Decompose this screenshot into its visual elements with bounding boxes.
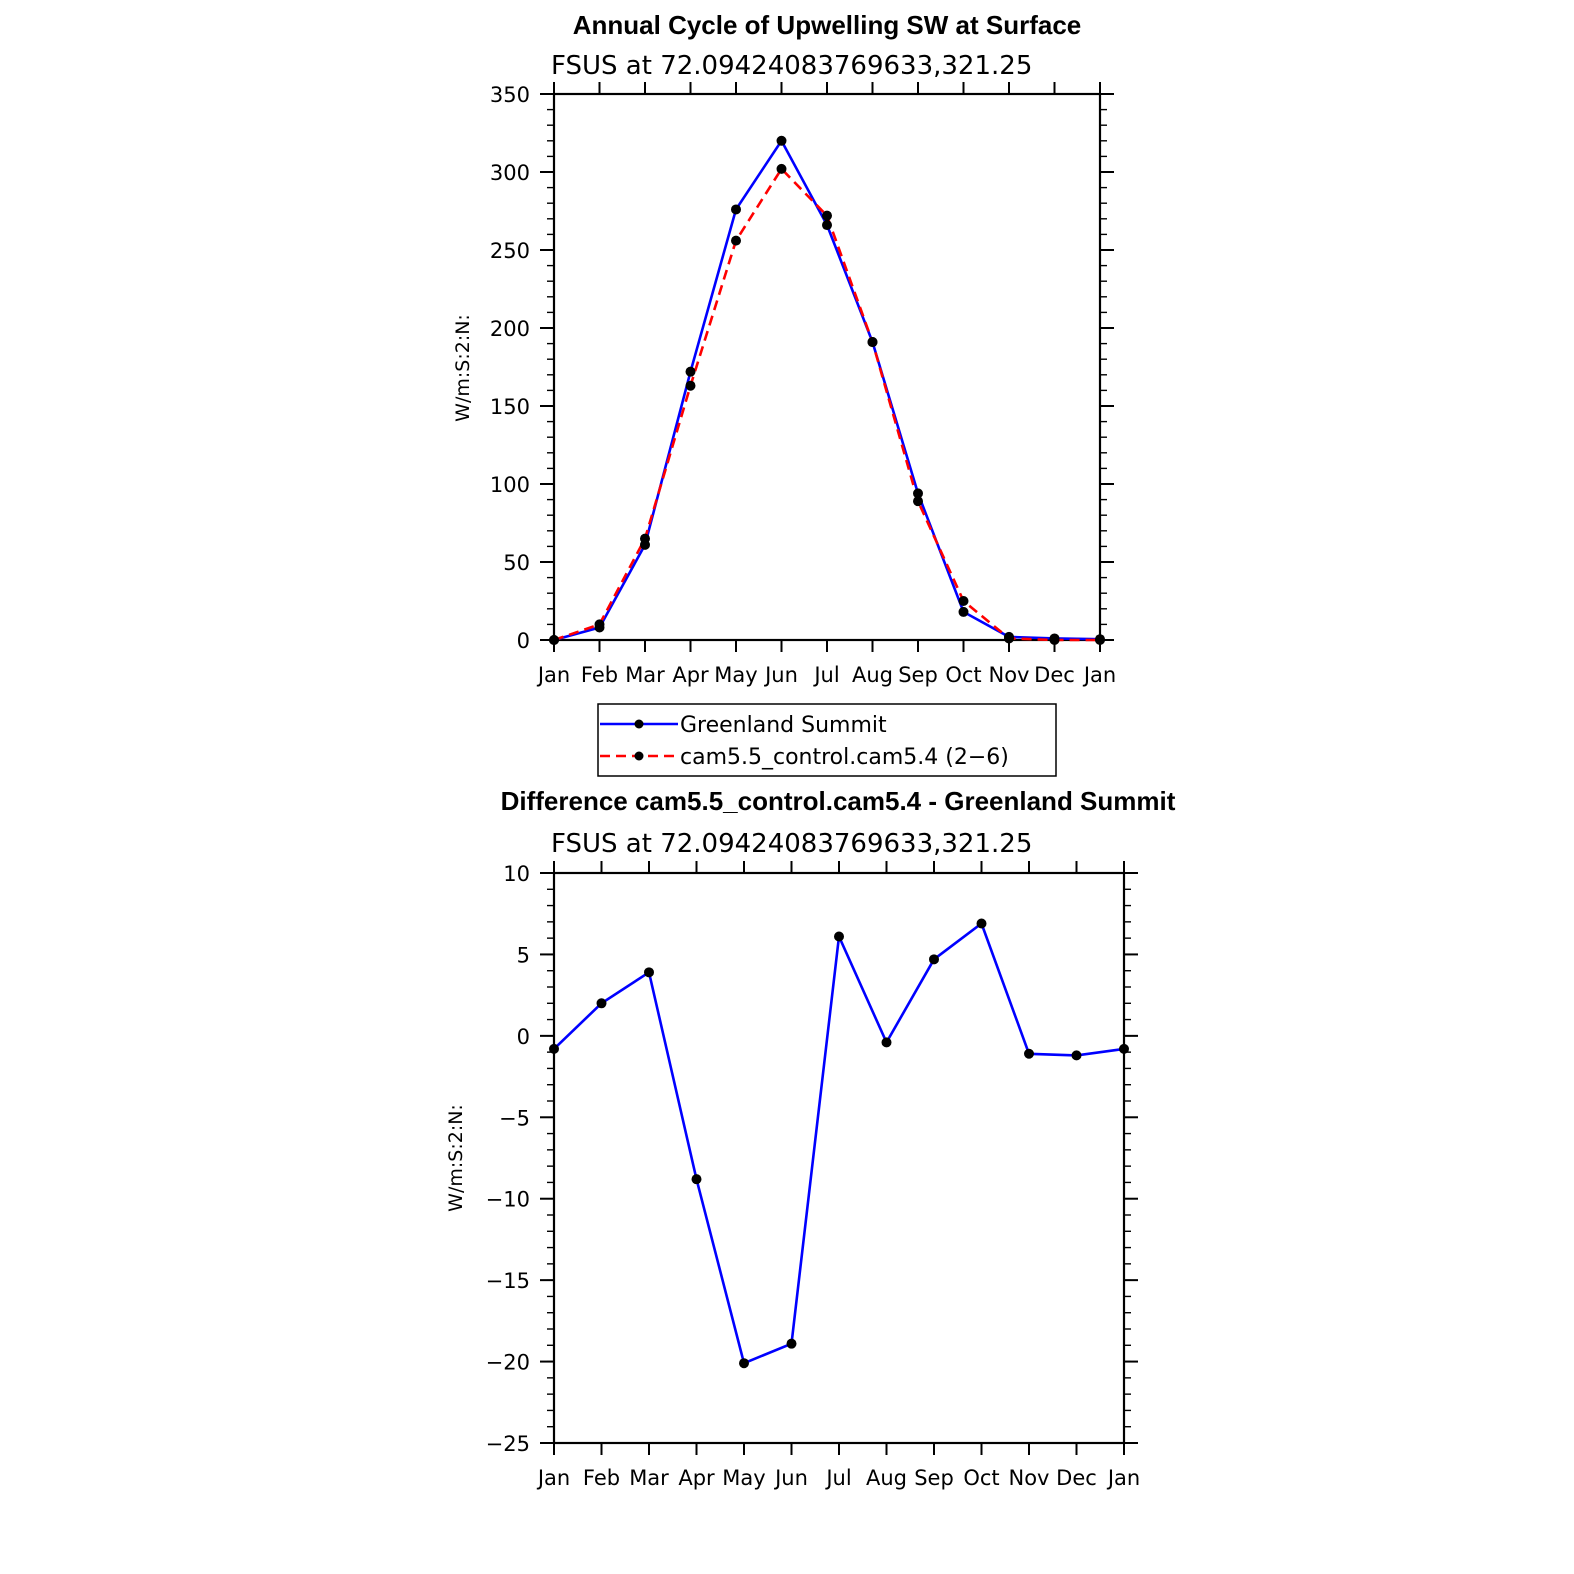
data-point: [692, 1174, 702, 1184]
data-point: [640, 534, 650, 544]
y-tick-label: −10: [485, 1187, 530, 1212]
data-point: [882, 1037, 892, 1047]
x-tick-label: Dec: [1034, 663, 1075, 687]
x-tick-label: Jan: [537, 663, 571, 687]
chart-subtitle: FSUS at 72.09424083769633,321.25: [551, 51, 1033, 81]
data-point: [777, 136, 787, 146]
data-point: [1119, 1044, 1129, 1054]
legend: [598, 704, 1056, 776]
data-point: [868, 337, 878, 347]
data-point: [822, 211, 832, 221]
y-tick-label: 300: [489, 161, 530, 185]
y-tick-label: 0: [516, 1024, 530, 1049]
x-tick-label: Jun: [765, 663, 798, 687]
y-tick-label: −25: [485, 1432, 530, 1456]
x-tick-label: May: [714, 663, 758, 687]
legend-label-cam5: cam5.5_control.cam5.4 (2−6): [680, 745, 1009, 770]
x-tick-label: Feb: [582, 1466, 621, 1490]
y-tick-label: 10: [503, 862, 530, 886]
data-point: [822, 220, 832, 230]
x-tick-label: Aug: [851, 663, 894, 687]
x-tick-label: Sep: [898, 663, 938, 687]
data-point: [913, 496, 923, 506]
data-point: [1072, 1050, 1082, 1060]
y-tick-label: 5: [516, 943, 530, 968]
legend-marker-greenland-summit: [635, 720, 644, 729]
y-tick-label: 350: [489, 83, 530, 107]
x-tick-label: Oct: [945, 663, 982, 687]
data-point: [1050, 635, 1060, 645]
x-tick-label: Apr: [678, 1466, 715, 1490]
y-tick-label: 0: [516, 629, 530, 653]
x-tick-label: Feb: [580, 663, 619, 687]
annual-cycle-chart: [452, 10, 1116, 776]
x-tick-label: Jan: [537, 1466, 571, 1490]
data-point: [686, 367, 696, 377]
x-tick-label: Oct: [963, 1466, 1000, 1490]
x-tick-label: Dec: [1056, 1466, 1097, 1490]
y-tick-label: 200: [489, 317, 530, 341]
data-point: [686, 381, 696, 391]
data-point: [977, 918, 987, 928]
data-point: [834, 932, 844, 942]
data-point: [1004, 633, 1014, 643]
y-tick-label: 150: [489, 395, 530, 419]
x-tick-label: Jul: [826, 1466, 852, 1490]
data-point: [731, 204, 741, 214]
x-tick-label: Aug: [865, 1466, 908, 1490]
legend-marker-cam5: [635, 752, 644, 761]
x-tick-label: Mar: [629, 1466, 669, 1490]
x-tick-label: Mar: [625, 663, 665, 687]
series-line-0: [554, 924, 1124, 1364]
y-axis-label: W/m:S:2:N:: [445, 1104, 467, 1212]
x-tick-label: Nov: [1008, 1466, 1050, 1490]
legend-label-greenland-summit: Greenland Summit: [680, 713, 887, 738]
data-point: [597, 998, 607, 1008]
data-point: [929, 954, 939, 964]
y-tick-label: 250: [489, 239, 530, 263]
data-point: [549, 635, 559, 645]
x-tick-label: Jun: [775, 1466, 808, 1490]
x-tick-label: Jan: [1083, 663, 1117, 687]
data-point: [739, 1358, 749, 1368]
y-tick-label: −15: [485, 1269, 530, 1294]
chart-title: Difference cam5.5_control.cam5.4 - Greenland Summit: [500, 786, 1176, 816]
plot-frame: [554, 873, 1124, 1443]
x-tick-label: May: [722, 1466, 766, 1490]
data-point: [595, 619, 605, 629]
y-axis-label: W/m:S:2:N:: [452, 314, 474, 422]
y-tick-label: −20: [485, 1350, 530, 1375]
y-tick-label: 50: [503, 551, 530, 575]
data-point: [731, 236, 741, 246]
data-point: [787, 1339, 797, 1349]
difference-chart: [445, 786, 1176, 1490]
data-point: [777, 164, 787, 174]
chart-subtitle: FSUS at 72.09424083769633,321.25: [551, 829, 1033, 859]
series-line-1: [554, 169, 1100, 640]
x-tick-label: Sep: [914, 1466, 954, 1490]
data-point: [1024, 1049, 1034, 1059]
y-tick-label: −5: [499, 1106, 530, 1131]
data-point: [549, 1044, 559, 1054]
x-tick-label: Jul: [814, 663, 840, 687]
plot-frame: [554, 94, 1100, 640]
x-tick-label: Jan: [1107, 1466, 1141, 1490]
x-tick-label: Apr: [672, 663, 709, 687]
data-point: [1095, 635, 1105, 645]
y-tick-label: 100: [489, 473, 530, 497]
data-point: [644, 967, 654, 977]
chart-title: Annual Cycle of Upwelling SW at Surface: [572, 10, 1082, 40]
x-tick-label: Nov: [988, 663, 1030, 687]
data-point: [959, 607, 969, 617]
data-point: [959, 596, 969, 606]
